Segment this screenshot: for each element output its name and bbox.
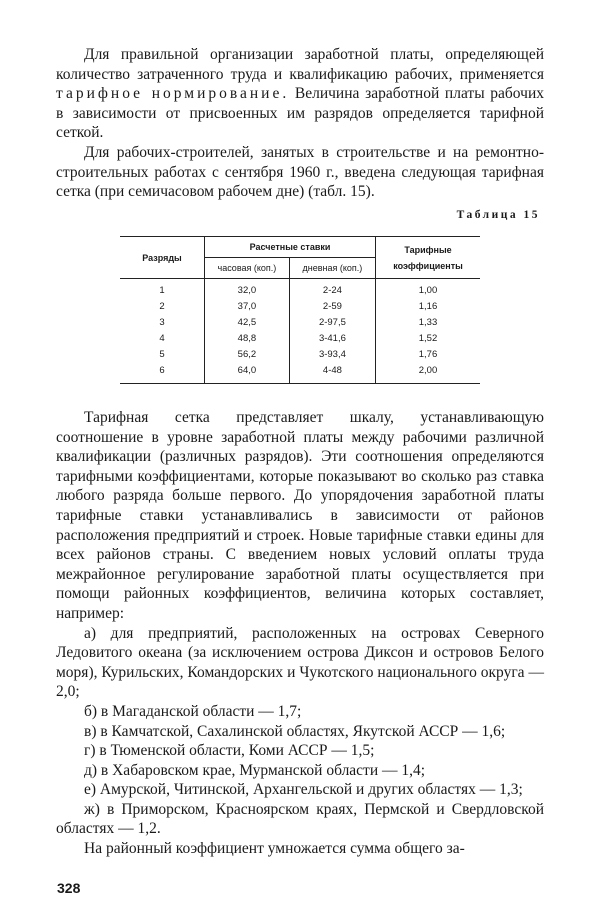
header-coefficients: Тарифные коэффициенты — [376, 237, 481, 279]
table-row — [120, 283, 480, 299]
cell-grade: 3 — [120, 315, 205, 331]
cell-daily: 3-93,4 — [289, 347, 375, 363]
header-daily: дневная (коп.) — [289, 258, 375, 279]
intro-p1-start: Для правильной организации заработной платы, определяющей количество затраченного труда и квалификацию рабочих, применяется — [56, 46, 544, 83]
list-item: б) в Магаданской области — 1,7; — [84, 702, 302, 720]
cell-hourly: 48,8 — [205, 331, 290, 347]
intro-text — [56, 45, 544, 202]
tariff-rating-term: тарифное нормирование. — [56, 85, 290, 103]
cell-coef: 1,00 — [418, 284, 438, 296]
page-number: 328 — [57, 880, 81, 896]
tariff-table — [120, 236, 480, 384]
header-rates: Расчетные ставки — [205, 237, 376, 258]
table-caption: Таблица 15 — [456, 209, 540, 221]
main-text — [56, 408, 544, 859]
cell-grade: 6 — [120, 363, 205, 384]
list-item: а) для предприятий, расположенных на островах Северного Ледовитого океана (за исключением острова Диксон и островов Белого моря), Курильских, Командорских и Чукотского национального округа — 2,0; — [56, 624, 544, 701]
list-item: в) в Камчатской, Сахалинской областях, Якутской АССР — 1,6; — [84, 722, 506, 740]
regional-coefficients-list — [56, 624, 544, 840]
cell-hourly: 37,0 — [205, 299, 290, 315]
cell-coef: 1,52 — [418, 332, 438, 344]
header-grade: Разряды — [120, 237, 205, 279]
cell-coef: 2,00 — [376, 363, 481, 384]
list-item: е) Амурской, Читинской, Архангельской и других областях — 1,3; — [84, 781, 523, 799]
list-item: г) в Тюменской области, Коми АССР — 1,5; — [84, 742, 375, 760]
cell-daily: 4-48 — [289, 363, 375, 384]
cell-hourly: 42,5 — [205, 315, 290, 331]
intro-paragraph-2: Для рабочих-строителей, занятых в строительстве и на ремонтно-строительных работах с сентября 1960 г., введена следующая тарифная сетка (при семичасовом рабочем дне) (табл. 15). — [56, 143, 544, 201]
cell-hourly: 56,2 — [205, 347, 290, 363]
list-item: д) в Хабаровском крае, Мурманской области — 1,4; — [84, 761, 426, 779]
table-row — [120, 331, 480, 347]
cell-hourly: 32,0 — [205, 283, 290, 299]
cell-coef: 1,16 — [418, 300, 438, 312]
header-hourly: часовая (коп.) — [205, 258, 290, 279]
table-row — [120, 315, 480, 331]
cell-daily: 2-59 — [289, 299, 375, 315]
intro-paragraph-1 — [56, 45, 544, 143]
cell-hourly: 64,0 — [205, 363, 290, 384]
cell-daily: 2-24 — [289, 283, 375, 299]
paragraph-continuation: На районный коэффициент умножается сумма общего за- — [84, 840, 465, 858]
table-row — [120, 299, 480, 315]
table-row — [120, 363, 480, 384]
cell-grade: 4 — [120, 331, 205, 347]
table-row — [120, 347, 480, 363]
cell-daily: 3-41,6 — [289, 331, 375, 347]
paragraph-tariff-scale: Тарифная сетка представляет шкалу, устанавливающую соотношение в уровне заработной платы между рабочими различной квалификации (различных разрядов). Эти соотношения определяются тарифными коэффициентами, которые показывают во сколько раз ставка любого разряда больше первого. До упорядочения заработной платы тарифные ставки устанавливались в зависимости от районов расположения предприятий и строек. Новые тарифные ставки едины для всех районов страны. С введением новых условий оплаты труда межрайонное регулирование заработной платы осуществляется при помощи районных коэффициентов, величина которых составляет, например: — [56, 409, 544, 622]
cell-grade: 2 — [120, 299, 205, 315]
cell-coef: 1,33 — [418, 316, 438, 328]
cell-grade: 5 — [120, 347, 205, 363]
list-item: ж) в Приморском, Красноярском краях, Пермской и Свердловской областях — 1,2. — [56, 800, 544, 838]
intro-p1-end: Величина заработной платы рабочих в зависимости от присвоенных им разрядов определяется тарифной сеткой. — [56, 85, 544, 142]
cell-coef: 1,76 — [418, 348, 438, 360]
cell-daily: 2-97,5 — [289, 315, 375, 331]
cell-grade: 1 — [120, 283, 205, 299]
